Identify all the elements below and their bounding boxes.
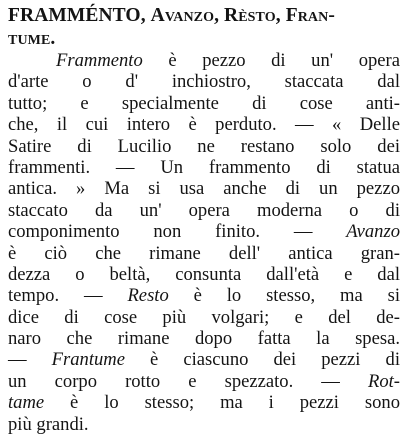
line-text: — (8, 349, 52, 371)
term-avanzo: Avanzo (346, 221, 400, 243)
term-frantume: Frantume (51, 349, 125, 371)
headword: FRAMMÉNTO, (8, 5, 151, 26)
line-text: d'arte o d' inchiostro, staccata dal (8, 71, 400, 93)
synonym-frantume-part1: Fran- (285, 5, 335, 26)
text-line (8, 178, 400, 199)
entry-body (8, 50, 400, 435)
heading-separator: , (214, 5, 225, 26)
line-text: tempo. — (8, 285, 128, 307)
text-line (8, 371, 400, 392)
synonym-avanzo: Avanzo (150, 5, 215, 26)
line-text: è ciascuno dei pezzi di (125, 349, 400, 371)
heading-period: . (50, 28, 56, 49)
term-frammento: Frammento (56, 50, 143, 71)
entry-heading (8, 4, 402, 50)
line-text: che, il cui intero è perduto. — « Delle (8, 114, 400, 136)
text-line (8, 221, 400, 242)
synonym-frantume-part2: tume (8, 28, 51, 49)
term-resto: Resto (127, 285, 169, 307)
text-line (8, 285, 400, 306)
line-text: frammenti. — Un frammento di statua (8, 156, 400, 178)
line-text: dezza o beltà, consunta dall'età e dal (8, 263, 400, 285)
text-line (8, 71, 400, 92)
line-text: Satire di Lucilio ne restano solo dei (8, 135, 400, 157)
line-text: dice di cose più volgari; e del de- (8, 306, 400, 328)
text-line (8, 114, 400, 135)
text-line (8, 50, 400, 71)
text-line (8, 264, 400, 285)
heading-separator: , (275, 5, 286, 26)
line-text: componimento non finito. — (8, 221, 347, 243)
line-text: antica. » Ma si usa anche di un pezzo (8, 178, 400, 200)
text-line (8, 307, 400, 328)
text-line (8, 349, 400, 370)
text-line (8, 136, 400, 157)
text-line (8, 414, 400, 435)
term-rottame-part1: Rot- (367, 370, 400, 392)
line-text: è lo stesso; ma i pezzi sono (44, 392, 400, 414)
line-text: è lo stesso, ma si (168, 285, 400, 307)
line-text: tutto; e specialmente di cose anti- (8, 92, 400, 114)
text-line (8, 243, 400, 264)
line-text: è ciò che rimane dell' antica gran- (8, 242, 400, 264)
text-line (8, 157, 400, 178)
term-rottame-part2: tame (8, 392, 45, 414)
synonym-resto: Rèsto (224, 5, 276, 26)
line-text: naro che rimane dopo fatta la spesa. (8, 328, 400, 350)
line-text: è pezzo di un' opera (142, 50, 400, 71)
line-text: un corpo rotto e spezzato. — (8, 370, 368, 392)
text-line (8, 328, 400, 349)
line-text: staccato da un' opera moderna o di (8, 199, 400, 221)
text-line (8, 392, 400, 413)
line-text: più grandi. (8, 413, 89, 435)
text-line (8, 93, 400, 114)
text-line (8, 200, 400, 221)
